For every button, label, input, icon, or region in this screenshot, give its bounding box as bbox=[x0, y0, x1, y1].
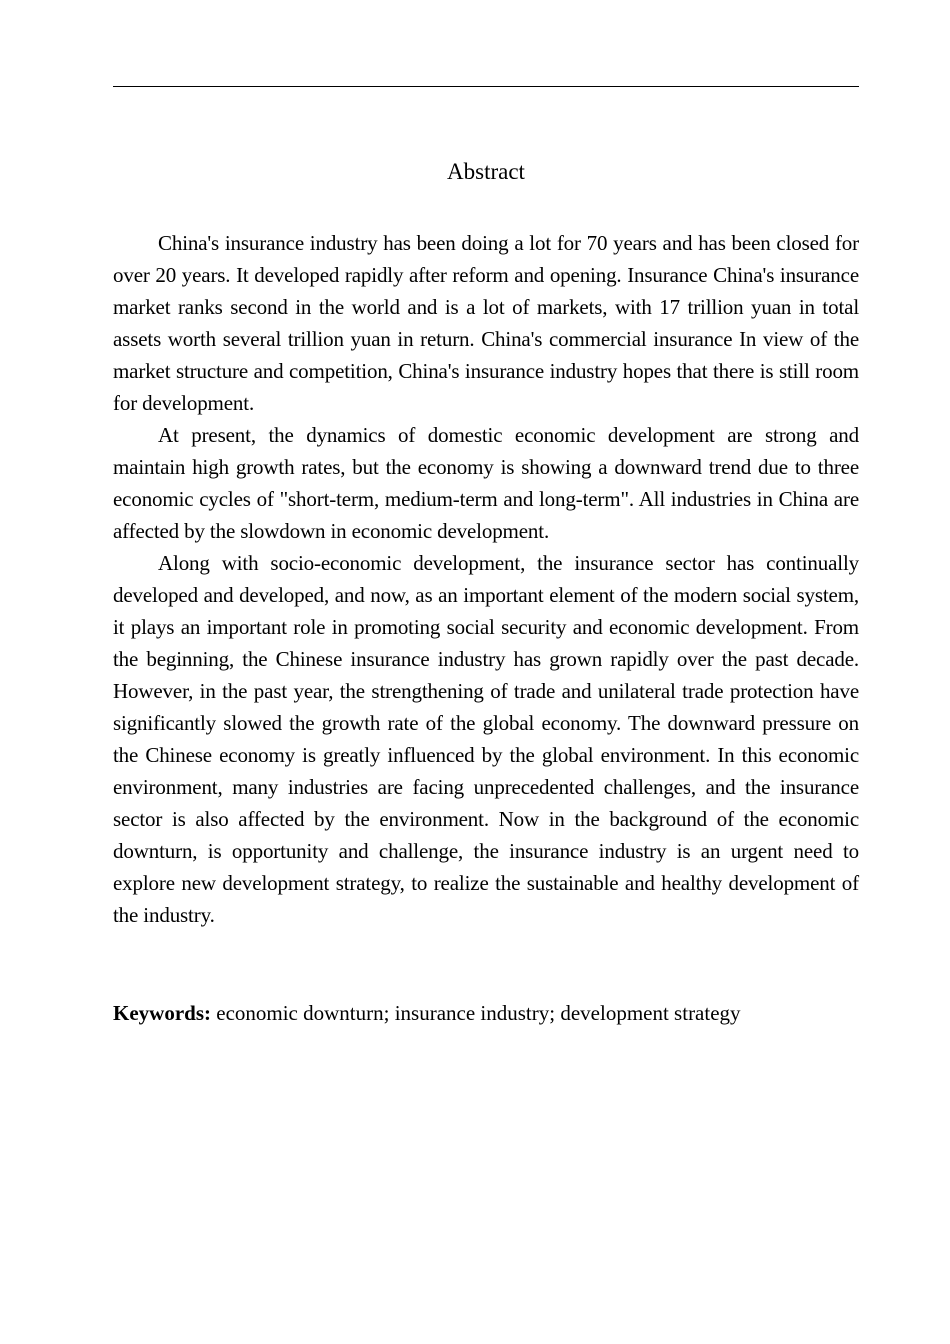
header-rule bbox=[113, 86, 859, 87]
abstract-body bbox=[113, 227, 859, 931]
keywords-value: economic downturn; insurance industry; development strategy bbox=[211, 1001, 741, 1025]
abstract-paragraph-3: Along with socio-economic development, the insurance sector has continually developed and developed, and now, as an important element of the modern social system, it plays an important role in promoting social security and economic development. From the beginning, the Chinese insurance industry has grown rapidly over the past decade. However, in the past year, the strengthening of trade and unilateral trade protection have significantly slowed the growth rate of the global economy. The downward pressure on the Chinese economy is greatly influenced by the global environment. In this economic environment, many industries are facing unprecedented challenges, and the insurance sector is also affected by the environment. Now in the background of the economic downturn, is opportunity and challenge, the insurance industry is an urgent need to explore new development strategy, to realize the sustainable and healthy development of the industry. bbox=[113, 551, 859, 927]
keywords-label: Keywords: bbox=[113, 1001, 211, 1025]
abstract-paragraph-1: China's insurance industry has been doing a lot for 70 years and has been closed for over 20 years. It developed rapidly after reform and opening. Insurance China's insurance market ranks second in the world and is a lot of markets, with 17 trillion yuan in total assets worth several trillion yuan in return. China's commercial insurance In view of the market structure and competition, China's insurance industry hopes that there is still room for development. bbox=[113, 231, 859, 415]
abstract-title: Abstract bbox=[447, 159, 525, 184]
keywords-line bbox=[113, 997, 859, 1029]
abstract-paragraph-2: At present, the dynamics of domestic economic development are strong and maintain high growth rates, but the economy is showing a downward trend due to three economic cycles of "short-term, medium-term and long-term". All industries in China are affected by the slowdown in economic development. bbox=[113, 423, 859, 543]
